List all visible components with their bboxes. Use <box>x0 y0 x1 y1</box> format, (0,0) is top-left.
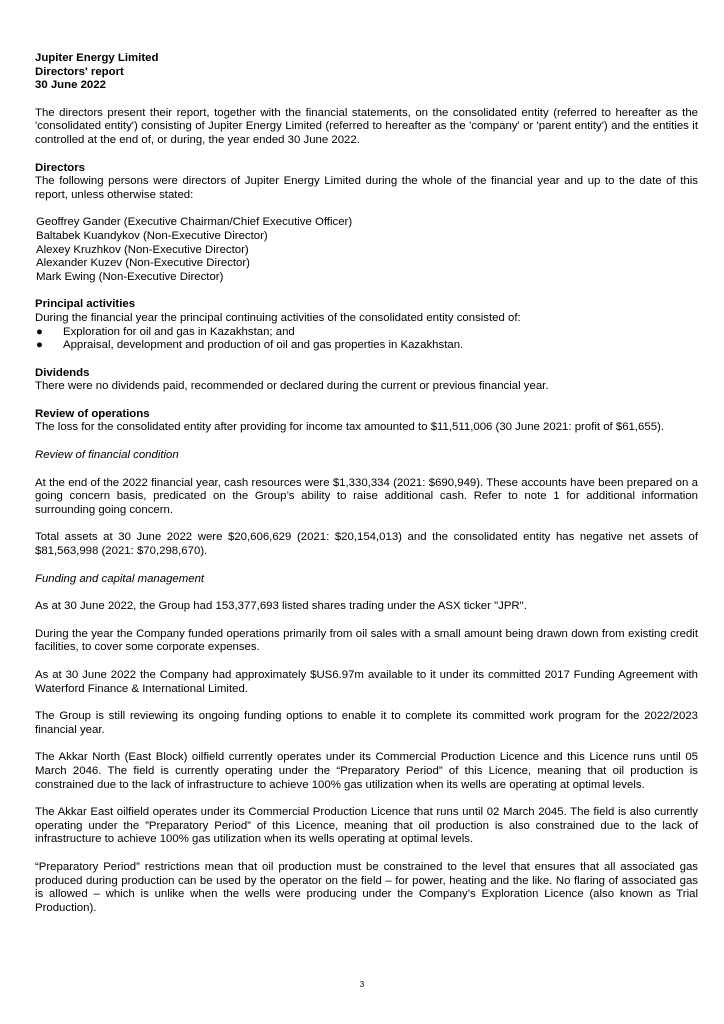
funding-paragraph: The Akkar East oilfield operates under its Commercial Production Licence that runs until 02 March 2045. The field is also currently operating under the ”Preparatory Period” of this Licence, meaning that oil production is also constrained due to the lack of infrastructure to achieve 100% gas utilization when its wells operating at optimal levels. <box>35 806 698 846</box>
review-heading: Review of operations <box>35 407 150 420</box>
funding-paragraph: As at 30 June 2022, the Group had 153,377,693 listed shares trading under the ASX ticker "JPR". <box>35 600 527 613</box>
directors-text: The following persons were directors of Jupiter Energy Limited during the whole of the financial year and up to the date of this report, unless otherwise stated: <box>35 175 698 201</box>
report-header <box>35 52 698 93</box>
report-title: Directors' report <box>35 65 124 78</box>
review-text: The loss for the consolidated entity after providing for income tax amounted to $11,511,006 (30 June 2021: profit of $61,655). <box>35 421 664 434</box>
dividends-text: There were no dividends paid, recommended or declared during the current or previous financial year. <box>35 380 549 393</box>
financial-condition-paragraph: Total assets at 30 June 2022 were $20,606,629 (2021: $20,154,013) and the consolidated entity has negative net assets of $81,563,998 (2021: $70,298,670). <box>35 531 698 558</box>
bullet-text: Exploration for oil and gas in Kazakhstan; and <box>63 325 295 338</box>
dividends-heading: Dividends <box>35 366 90 379</box>
report-date: 30 June 2022 <box>35 79 106 92</box>
funding-paragraph: The Akkar North (East Block) oilfield currently operates under its Commercial Production Licence and this Licence runs until 05 March 2046. The field is currently operating under the “Preparatory Period” of this Licence, meaning that oil production is constrained due to the lack of infrastructure to achieve 100% gas utilization when its wells are operating at optimal levels. <box>35 751 698 791</box>
bullet-icon: ● <box>36 325 43 338</box>
bullet-item <box>35 326 698 340</box>
funding-heading: Funding and capital management <box>35 572 205 585</box>
director-item: Geoffrey Gander (Executive Chairman/Chief Executive Officer) <box>36 216 353 229</box>
company-name: Jupiter Energy Limited <box>35 52 159 64</box>
funding-paragraph: The Group is still reviewing its ongoing funding options to enable it to complete its committed work program for the 2022/2023 financial year. <box>35 710 698 736</box>
bullet-text: Appraisal, development and production of oil and gas properties in Kazakhstan. <box>63 339 464 352</box>
directors-list <box>35 216 698 284</box>
report-body <box>35 52 698 915</box>
page-number: 3 <box>359 980 365 989</box>
principal-heading: Principal activities <box>35 298 136 311</box>
funding-paragraph: “Preparatory Period” restrictions mean that oil production must be constrained to the level that ensures that all associated gas produced during production can be used by the operator on the field – for power, heating and the like. No flaring of associated gas is allowed – which is unlike when the wells were producing under the Company’s Exploration Licence (also known as Trial Production). <box>35 860 698 914</box>
directors-heading: Directors <box>35 161 86 174</box>
director-item: Alexey Kruzhkov (Non-Executive Director) <box>36 243 249 256</box>
principal-text: During the financial year the principal continuing activities of the consolidated entity consisted of: <box>35 311 521 324</box>
bullet-item <box>35 339 698 353</box>
financial-condition-heading: Review of financial condition <box>35 449 179 462</box>
director-item: Baltabek Kuandykov (Non-Executive Director) <box>36 229 268 242</box>
director-item: Alexander Kuzev (Non-Executive Director) <box>36 257 250 270</box>
financial-condition-paragraph: At the end of the 2022 financial year, cash resources were $1,330,334 (2021: $690,949). These accounts have been prepared on a going concern basis, predicated on the Group’s ability to raise additional cash. Refer to note 1 for additional information surrounding going concern. <box>35 476 698 516</box>
bullet-icon: ● <box>36 339 43 352</box>
funding-paragraph: As at 30 June 2022 the Company had approximately $US6.97m available to it under its committed 2017 Funding Agreement with Waterford Finance & International Limited. <box>35 669 698 695</box>
funding-paragraph: During the year the Company funded operations primarily from oil sales with a small amount being drawn down from existing credit facilities, to cover some corporate expenses. <box>35 627 698 654</box>
director-item: Mark Ewing (Non-Executive Director) <box>36 270 224 283</box>
intro-paragraph: The directors present their report, together with the financial statements, on the consolidated entity (referred to hereafter as the 'consolidated entity') consisting of Jupiter Energy Limited (referred to hereafter as the 'company' or 'parent entity') and the entities it controlled at the end of, or during, the year ended 30 June 2022. <box>35 106 698 146</box>
